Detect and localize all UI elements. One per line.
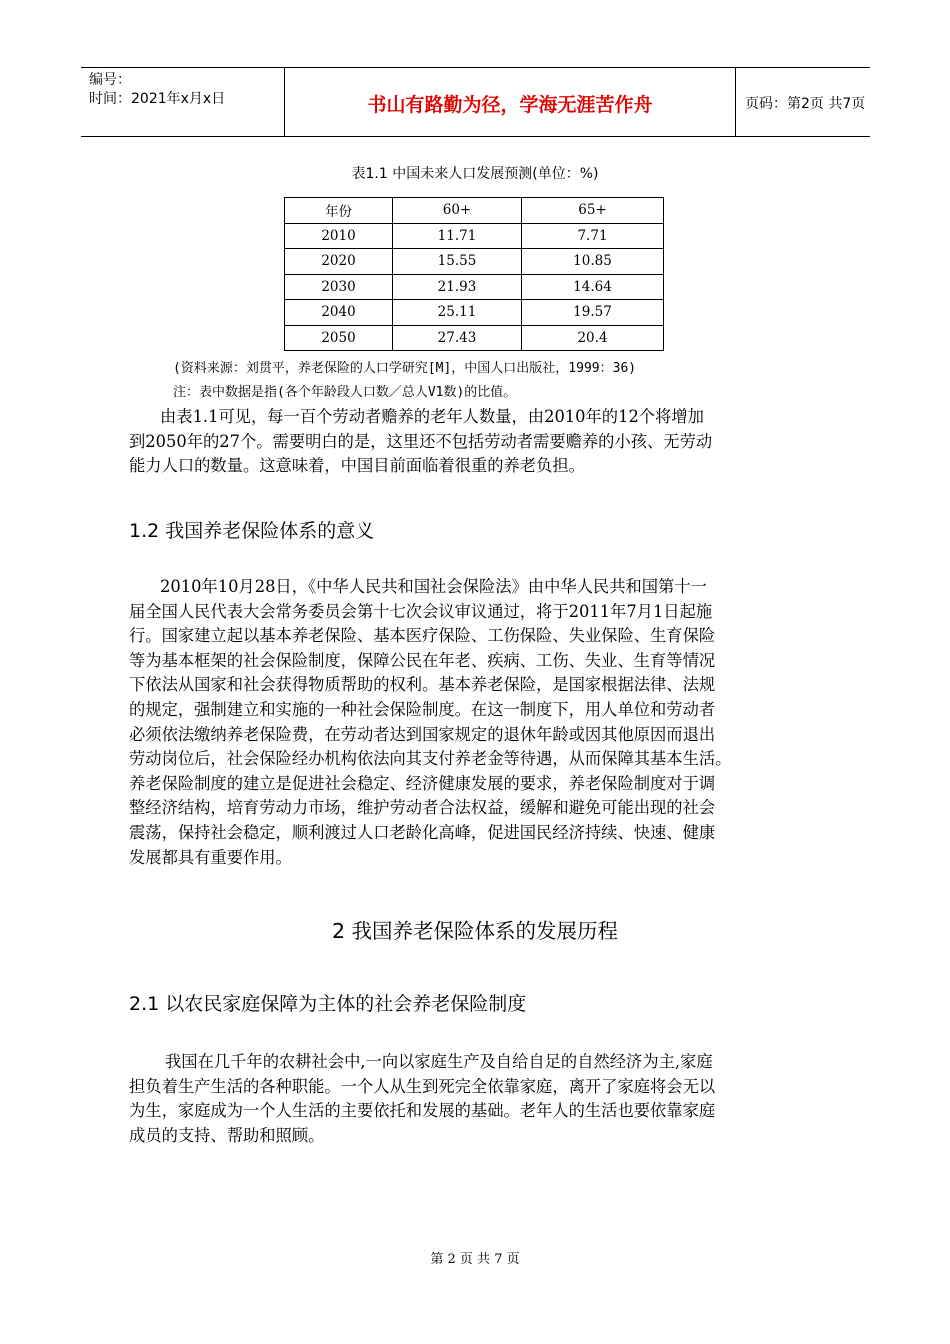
paragraph-line: 整经济结构，培育劳动力市场，维护劳动者合法权益，缓解和避免可能出现的社会 xyxy=(129,798,716,818)
table-cell: 11.71 xyxy=(393,223,522,249)
paragraph-line: 劳动岗位后，社会保险经办机构依法向其支付养老金等待遇，从而保障其基本生活。 xyxy=(129,749,732,769)
table-note: 注：表中数据是指(各个年龄段人口数／总人V1数)的比值。 xyxy=(173,385,517,400)
table-row xyxy=(285,249,664,275)
page-footer: 第 2 页 共 7 页 xyxy=(430,1252,520,1267)
paragraph-line: 由表1.1可见，每一百个劳动者赡养的老年人数量，由2010年的12个将增加 xyxy=(160,407,704,426)
table-cell: 20.4 xyxy=(522,325,664,351)
paragraph-line: 的规定，强制建立和实施的一种社会保险制度。在这一制度下，用人单位和劳动者 xyxy=(129,699,716,719)
table-cell: 27.43 xyxy=(393,325,522,351)
table-caption: 表1.1 中国未来人口发展预测(单位：%) xyxy=(351,166,599,182)
population-table xyxy=(284,197,664,351)
table-header-cell: 65+ xyxy=(522,198,664,224)
table-cell: 2010 xyxy=(285,223,393,249)
paragraph-line: 发展都具有重要作用。 xyxy=(129,847,292,867)
paragraph-line: 行。国家建立起以基本养老保险、基本医疗保险、工伤保险、失业保险、生育保险 xyxy=(129,626,716,646)
motto: 书山有路勤为径，学海无涯苦作舟 xyxy=(367,94,653,116)
table-header-row xyxy=(285,198,664,224)
document-date: 时间：2021年x月x日 xyxy=(89,91,226,107)
chapter-heading-2: 2 我国养老保险体系的发展历程 xyxy=(331,919,619,943)
table-cell: 2020 xyxy=(285,249,393,275)
table-cell: 2030 xyxy=(285,274,393,300)
table-cell: 2040 xyxy=(285,300,393,326)
section-heading-2-1: 2.1 以农民家庭保障为主体的社会养老保险制度 xyxy=(129,993,527,1015)
paragraph-line: 养老保险制度的建立是促进社会稳定、经济健康发展的要求，养老保险制度对于调 xyxy=(129,773,716,793)
table-cell: 19.57 xyxy=(522,300,664,326)
table-row xyxy=(285,223,664,249)
page-header xyxy=(81,67,870,137)
section-heading-1-2: 1.2 我国养老保险体系的意义 xyxy=(129,520,375,542)
table-cell: 10.85 xyxy=(522,249,664,275)
header-page-cell xyxy=(735,68,870,136)
header-motto-cell xyxy=(284,68,736,136)
table-cell: 14.64 xyxy=(522,274,664,300)
paragraph-line: 等为基本框架的社会保险制度，保障公民在年老、疾病、工伤、失业、生育等情况 xyxy=(129,650,716,670)
paragraph-line: 为生，家庭成为一个人生活的主要依托和发展的基础。老年人的生活也要依靠家庭 xyxy=(129,1101,716,1121)
paragraph-line: 2010年10月28日，《中华人民共和国社会保险法》由中华人民共和国第十一 xyxy=(160,577,707,596)
document-number-label: 编号： xyxy=(89,72,131,88)
paragraph-pension-significance xyxy=(129,575,829,870)
table-row xyxy=(285,274,664,300)
paragraph-family-security xyxy=(129,1050,829,1148)
paragraph-line: 我国在几千年的农耕社会中,一向以家庭生产及自给自足的自然经济为主,家庭 xyxy=(165,1052,713,1071)
paragraph-line: 成员的支持、帮助和照顾。 xyxy=(129,1125,325,1145)
table-row xyxy=(285,325,664,351)
paragraph-table-analysis xyxy=(129,405,829,479)
table-cell: 15.55 xyxy=(393,249,522,275)
paragraph-line: 届全国人民代表大会常务委员会第十七次会议审议通过，将于2011年7月1日起施 xyxy=(129,601,713,621)
page-code: 页码：第2页 共7页 xyxy=(745,96,866,112)
paragraph-line: 到2050年的27个。需要明白的是，这里还不包括劳动者需要赡养的小孩、无劳动 xyxy=(129,431,713,451)
paragraph-line: 下依法从国家和社会获得物质帮助的权利。基本养老保险，是国家根据法律、法规 xyxy=(129,675,716,695)
paragraph-line: 必须依法缴纳养老保险费，在劳动者达到国家规定的退休年龄或因其他原因而退出 xyxy=(129,724,716,744)
table-row xyxy=(285,300,664,326)
table-cell: 2050 xyxy=(285,325,393,351)
paragraph-line: 震荡，保持社会稳定，顺利渡过人口老龄化高峰，促进国民经济持续、快速、健康 xyxy=(129,822,716,842)
table-cell: 25.11 xyxy=(393,300,522,326)
paragraph-line: 能力人口的数量。这意味着，中国目前面临着很重的养老负担。 xyxy=(129,456,585,476)
header-left-cell xyxy=(81,68,284,136)
table-header-cell: 60+ xyxy=(393,198,522,224)
table-cell: 21.93 xyxy=(393,274,522,300)
paragraph-line: 担负着生产生活的各种职能。一个人从生到死完全依靠家庭，离开了家庭将会无以 xyxy=(129,1076,716,1096)
table-cell: 7.71 xyxy=(522,223,664,249)
table-header-cell: 年份 xyxy=(285,198,393,224)
table-source: (资料来源：刘贯平，养老保险的人口学研究[M]，中国人口出版社，1999：36) xyxy=(173,361,637,376)
